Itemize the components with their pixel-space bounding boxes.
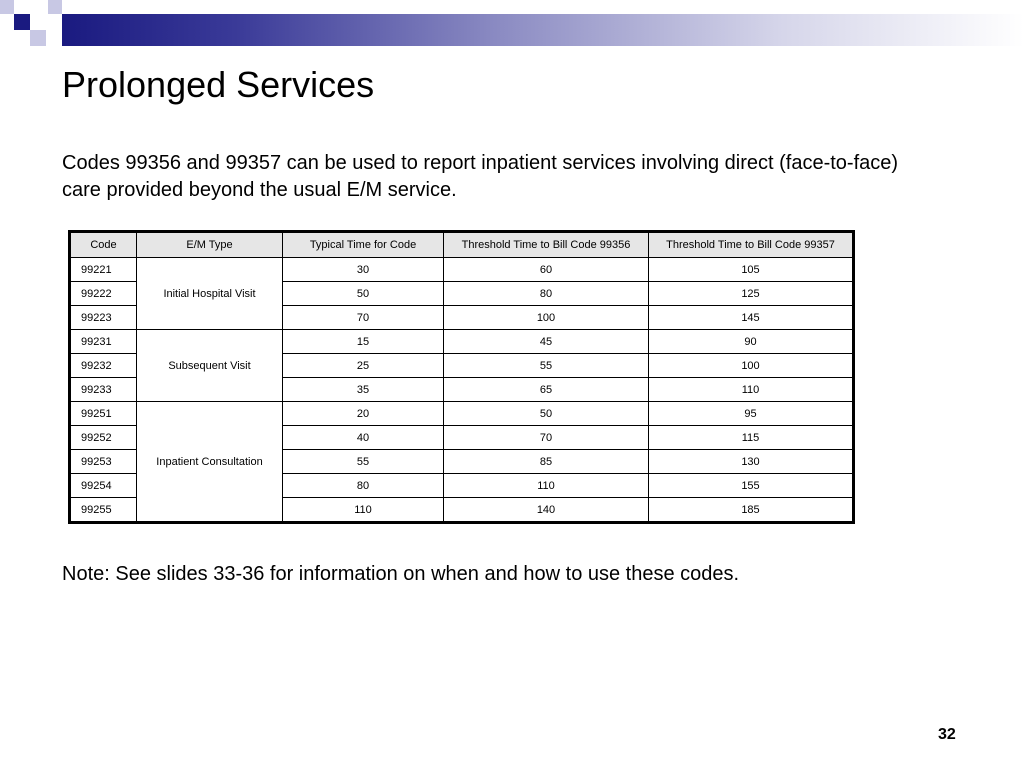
column-header: Threshold Time to Bill Code 99357 — [649, 232, 854, 258]
code-cell: 99221 — [70, 258, 137, 282]
threshold-99357-cell: 110 — [649, 378, 854, 402]
intro-text: Codes 99356 and 99357 can be used to report inpatient services involving direct (face-to-face) care provided beyond the usual E/M service. — [62, 152, 899, 201]
typical-time-cell: 110 — [283, 498, 444, 523]
threshold-99357-cell: 125 — [649, 282, 854, 306]
column-header: Threshold Time to Bill Code 99356 — [444, 232, 649, 258]
column-header: Code — [70, 232, 137, 258]
typical-time-cell: 70 — [283, 306, 444, 330]
code-cell: 99223 — [70, 306, 137, 330]
threshold-99357-cell: 145 — [649, 306, 854, 330]
threshold-99356-cell: 55 — [444, 354, 649, 378]
decor-square — [30, 30, 46, 46]
typical-time-cell: 25 — [283, 354, 444, 378]
threshold-99356-cell: 50 — [444, 402, 649, 426]
typical-time-cell: 40 — [283, 426, 444, 450]
prolonged-services-table — [68, 230, 855, 524]
threshold-99356-cell: 80 — [444, 282, 649, 306]
code-cell: 99253 — [70, 450, 137, 474]
column-header: Typical Time for Code — [283, 232, 444, 258]
typical-time-cell: 20 — [283, 402, 444, 426]
threshold-99357-cell: 115 — [649, 426, 854, 450]
threshold-99356-cell: 65 — [444, 378, 649, 402]
table-row — [70, 402, 854, 426]
typical-time-cell: 55 — [283, 450, 444, 474]
typical-time-cell: 30 — [283, 258, 444, 282]
typical-time-cell: 15 — [283, 330, 444, 354]
threshold-99356-cell: 70 — [444, 426, 649, 450]
threshold-99357-cell: 95 — [649, 402, 854, 426]
code-cell: 99255 — [70, 498, 137, 523]
code-cell: 99232 — [70, 354, 137, 378]
threshold-99357-cell: 155 — [649, 474, 854, 498]
typical-time-cell: 35 — [283, 378, 444, 402]
em-type-cell: Subsequent Visit — [137, 330, 283, 402]
title-gradient-bar — [62, 14, 1024, 46]
table-header-row — [70, 232, 854, 258]
decor-square — [14, 14, 30, 30]
typical-time-cell: 50 — [283, 282, 444, 306]
threshold-99357-cell: 105 — [649, 258, 854, 282]
threshold-99357-cell: 185 — [649, 498, 854, 523]
threshold-99356-cell: 45 — [444, 330, 649, 354]
code-cell: 99231 — [70, 330, 137, 354]
slide-header-decoration — [0, 0, 1024, 48]
threshold-99356-cell: 140 — [444, 498, 649, 523]
threshold-99357-cell: 130 — [649, 450, 854, 474]
threshold-99356-cell: 85 — [444, 450, 649, 474]
threshold-99357-cell: 90 — [649, 330, 854, 354]
threshold-99357-cell: 100 — [649, 354, 854, 378]
em-type-cell: Inpatient Consultation — [137, 402, 283, 523]
slide-title: Prolonged Services — [62, 64, 375, 105]
decor-square — [48, 0, 62, 14]
code-cell: 99222 — [70, 282, 137, 306]
em-type-cell: Initial Hospital Visit — [137, 258, 283, 330]
column-header: E/M Type — [137, 232, 283, 258]
code-cell: 99233 — [70, 378, 137, 402]
code-cell: 99251 — [70, 402, 137, 426]
note-text: Note: See slides 33-36 for information on when and how to use these codes. — [62, 563, 740, 585]
table-body — [70, 258, 854, 523]
table-row — [70, 258, 854, 282]
typical-time-cell: 80 — [283, 474, 444, 498]
code-cell: 99252 — [70, 426, 137, 450]
threshold-99356-cell: 60 — [444, 258, 649, 282]
code-cell: 99254 — [70, 474, 137, 498]
page-number: 32 — [938, 726, 956, 743]
decor-square — [0, 0, 14, 14]
threshold-99356-cell: 110 — [444, 474, 649, 498]
table-row — [70, 330, 854, 354]
threshold-99356-cell: 100 — [444, 306, 649, 330]
